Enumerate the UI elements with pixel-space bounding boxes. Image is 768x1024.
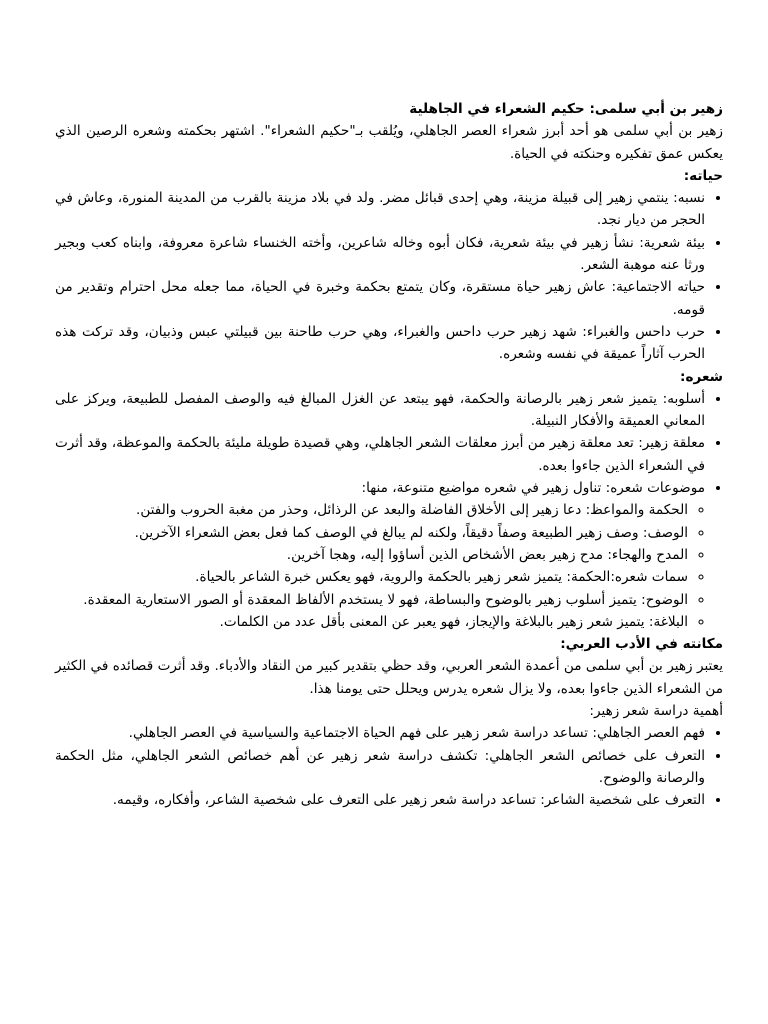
sub-list-item: ◦ الحكمة والمواعظ: دعا زهير إلى الأخلاق الفاضلة والبعد عن الرذائل، وحذر من مغبة الحروب والفتن. — [55, 499, 688, 521]
list-item: • التعرف على شخصية الشاعر: تساعد دراسة شعر زهير على التعرف على شخصية الشاعر، وأفكاره، وقيمه. — [55, 789, 705, 811]
document-page — [55, 98, 723, 812]
poetry-heading: شعره: — [680, 368, 723, 385]
list-item: • حياته الاجتماعية: عاش زهير حياة مستقرة، وكان يتمتع بحكمة وخبرة في الحياة، مما جعله محل احترام وتقدير من قومه. — [55, 276, 705, 321]
poetry-list — [55, 388, 723, 633]
list-item: • فهم العصر الجاهلي: تساعد دراسة شعر زهير على فهم الحياة الاجتماعية والسياسية في العصر الجاهلي. — [55, 722, 705, 744]
sub-list-item: ◦ البلاغة: يتميز شعر زهير بالبلاغة والإيجاز، فهو يعبر عن المعنى بأقل عدد من الكلمات. — [55, 611, 688, 633]
list-item: • أسلوبه: يتميز شعر زهير بالرصانة والحكمة، فهو يبتعد عن الغزل المبالغ فيه والوصف المفصل للطبيعة، ويركز على المعاني العميقة والأفكار النبيلة. — [55, 388, 705, 433]
life-list — [55, 187, 723, 365]
list-item: • نسبه: ينتمي زهير إلى قبيلة مزينة، وهي إحدى قبائل مضر. ولد في بلاد مزينة بالقرب من المدينة المنورة، وعاش في الحجر من ديار نجد. — [55, 187, 705, 232]
topics-sublist — [55, 499, 705, 633]
list-item — [55, 477, 705, 633]
sub-list-item: ◦ الوصف: وصف زهير الطبيعة وصفاً دقيقاً، ولكنه لم يبالغ في الوصف كما فعل بعض الشعراء الآخرين. — [55, 522, 688, 544]
list-item: • حرب داحس والغبراء: شهد زهير حرب داحس والغبراء، وهي حرب طاحنة بين قبيلتي عبس وذبيان، وقد تركت هذه الحرب آثاراً عميقة في نفسه وشعره. — [55, 321, 705, 366]
importance-label: أهمية دراسة شعر زهير: — [589, 703, 723, 720]
document-title: زهير بن أبي سلمى: حكيم الشعراء في الجاهلية — [409, 101, 723, 117]
topics-label: موضوعات شعره: تناول زهير في شعره مواضيع متنوعة، منها: — [361, 480, 705, 497]
sub-list-item: ◦ المدح والهجاء: مدح زهير بعض الأشخاص الذين أساؤوا إليه، وهجا آخرين. — [55, 544, 688, 566]
sub-list-item: ◦ الوضوح: يتميز أسلوب زهير بالوضوح والبساطة، فهو لا يستخدم الألفاظ المعقدة أو الصور الاستعارية المعقدة. — [55, 589, 688, 611]
life-heading: حياته: — [683, 167, 723, 184]
list-item: • التعرف على خصائص الشعر الجاهلي: تكشف دراسة شعر زهير عن أهم خصائص الشعر الجاهلي، مثل الحكمة والرصانة والوضوح. — [55, 745, 705, 790]
importance-list — [55, 722, 723, 811]
list-item: • بيئة شعرية: نشأ زهير في بيئة شعرية، فكان أبوه وخاله شاعرين، وأخته الخنساء شاعرة معروفة، وابناه كعب وبجير ورثا عنه موهبة الشعر. — [55, 232, 705, 277]
status-paragraph: يعتبر زهير بن أبي سلمى من أعمدة الشعر العربي، وقد حظي بتقدير كبير من النقاد والأدباء. وقد أثرت قصائده في الكثير من الشعراء الذين جاءوا بعده، ولا يزال شعره يدرس ويحلل حتى يومنا هذا. — [55, 658, 723, 697]
sub-list-item: ◦ سمات شعره:الحكمة: يتميز شعر زهير بالحكمة والروية، فهو يعكس خبرة الشاعر بالحياة. — [55, 566, 688, 588]
intro-paragraph: زهير بن أبي سلمى هو أحد أبرز شعراء العصر الجاهلي، ويُلقب بـ"حكيم الشعراء". اشتهر بحكمته وشعره الرصين الذي يعكس عمق تفكيره وحنكته في الحياة. — [55, 123, 723, 162]
status-heading: مكانته في الأدب العربي: — [560, 636, 723, 653]
list-item: • معلقة زهير: تعد معلقة زهير من أبرز معلقات الشعر الجاهلي، وهي قصيدة طويلة مليئة بالحكمة والموعظة، وقد أثرت في الشعراء الذين جاءوا بعده. — [55, 432, 705, 477]
